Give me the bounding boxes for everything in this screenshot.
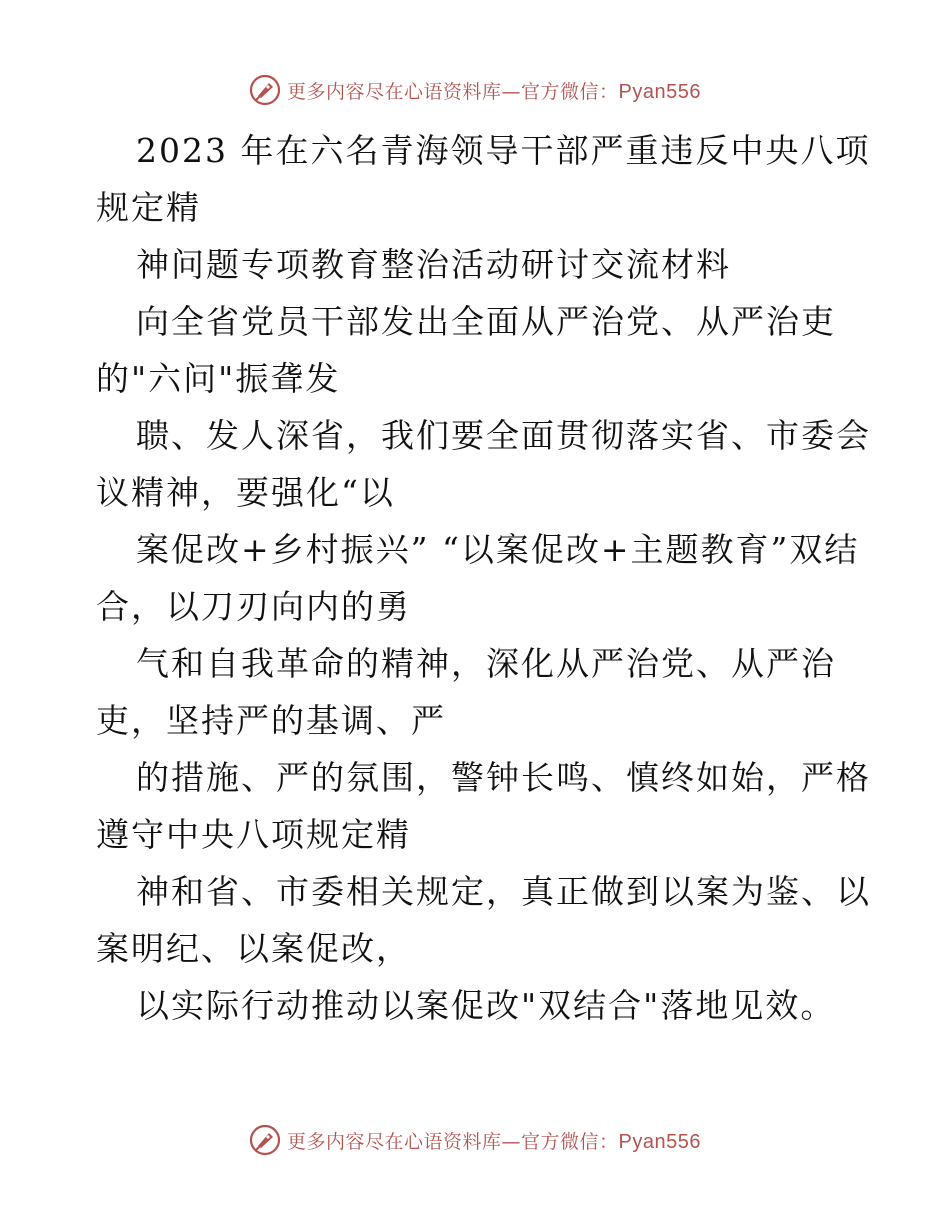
doc-line-title-2: 规定精 xyxy=(96,188,201,227)
doc-line: 案促改+乡村振兴” “以案促改+主题教育”双结 xyxy=(136,530,860,569)
watermark-contact-id: Pyan556 xyxy=(618,1130,701,1153)
pen-nib-seal-icon xyxy=(249,74,281,106)
doc-line: 神和省、市委相关规定，真正做到以案为鉴、以 xyxy=(136,872,871,911)
doc-line: 气和自我革命的精神，深化从严治党、从严治 xyxy=(136,644,836,683)
doc-line: 向全省党员干部发出全面从严治党、从严治吏 xyxy=(136,302,836,341)
watermark-contact-prefix: 官方微信： xyxy=(521,1130,619,1153)
doc-line: 吏，坚持严的基调、严 xyxy=(96,701,446,740)
watermark-text xyxy=(287,1127,701,1154)
doc-line-title-3: 神问题专项教育整治活动研讨交流材料 xyxy=(136,245,731,284)
document-body xyxy=(96,122,886,1034)
doc-line: 聩、发人深省，我们要全面贯彻落实省、市委会 xyxy=(136,416,871,455)
doc-line: 的"六问"振聋发 xyxy=(96,359,341,398)
doc-line: 议精神，要强化“以 xyxy=(96,473,395,512)
watermark-contact-prefix: 官方微信： xyxy=(521,80,619,103)
header-watermark xyxy=(0,70,950,110)
doc-line: 以实际行动推动以案促改"双结合"落地见效。 xyxy=(136,986,836,1025)
pen-nib-seal-icon xyxy=(249,1124,281,1156)
watermark-brand: 更多内容尽在心语资料库 xyxy=(287,1130,502,1153)
doc-line: 合，以刀刃向内的勇 xyxy=(96,587,411,626)
doc-line: 的措施、严的氛围，警钟长鸣、慎终如始，严格 xyxy=(136,758,871,797)
doc-line: 案明纪、以案促改， xyxy=(96,929,411,968)
watermark-brand: 更多内容尽在心语资料库 xyxy=(287,80,502,103)
watermark-text xyxy=(287,77,701,104)
watermark-separator: — xyxy=(501,80,522,103)
doc-line-title-1: 2023 年在六名青海领导干部严重违反中央八项 xyxy=(136,131,871,170)
footer-watermark xyxy=(0,1120,950,1160)
doc-line: 遵守中央八项规定精 xyxy=(96,815,411,854)
watermark-contact-id: Pyan556 xyxy=(618,80,701,103)
watermark-separator: — xyxy=(501,1130,522,1153)
